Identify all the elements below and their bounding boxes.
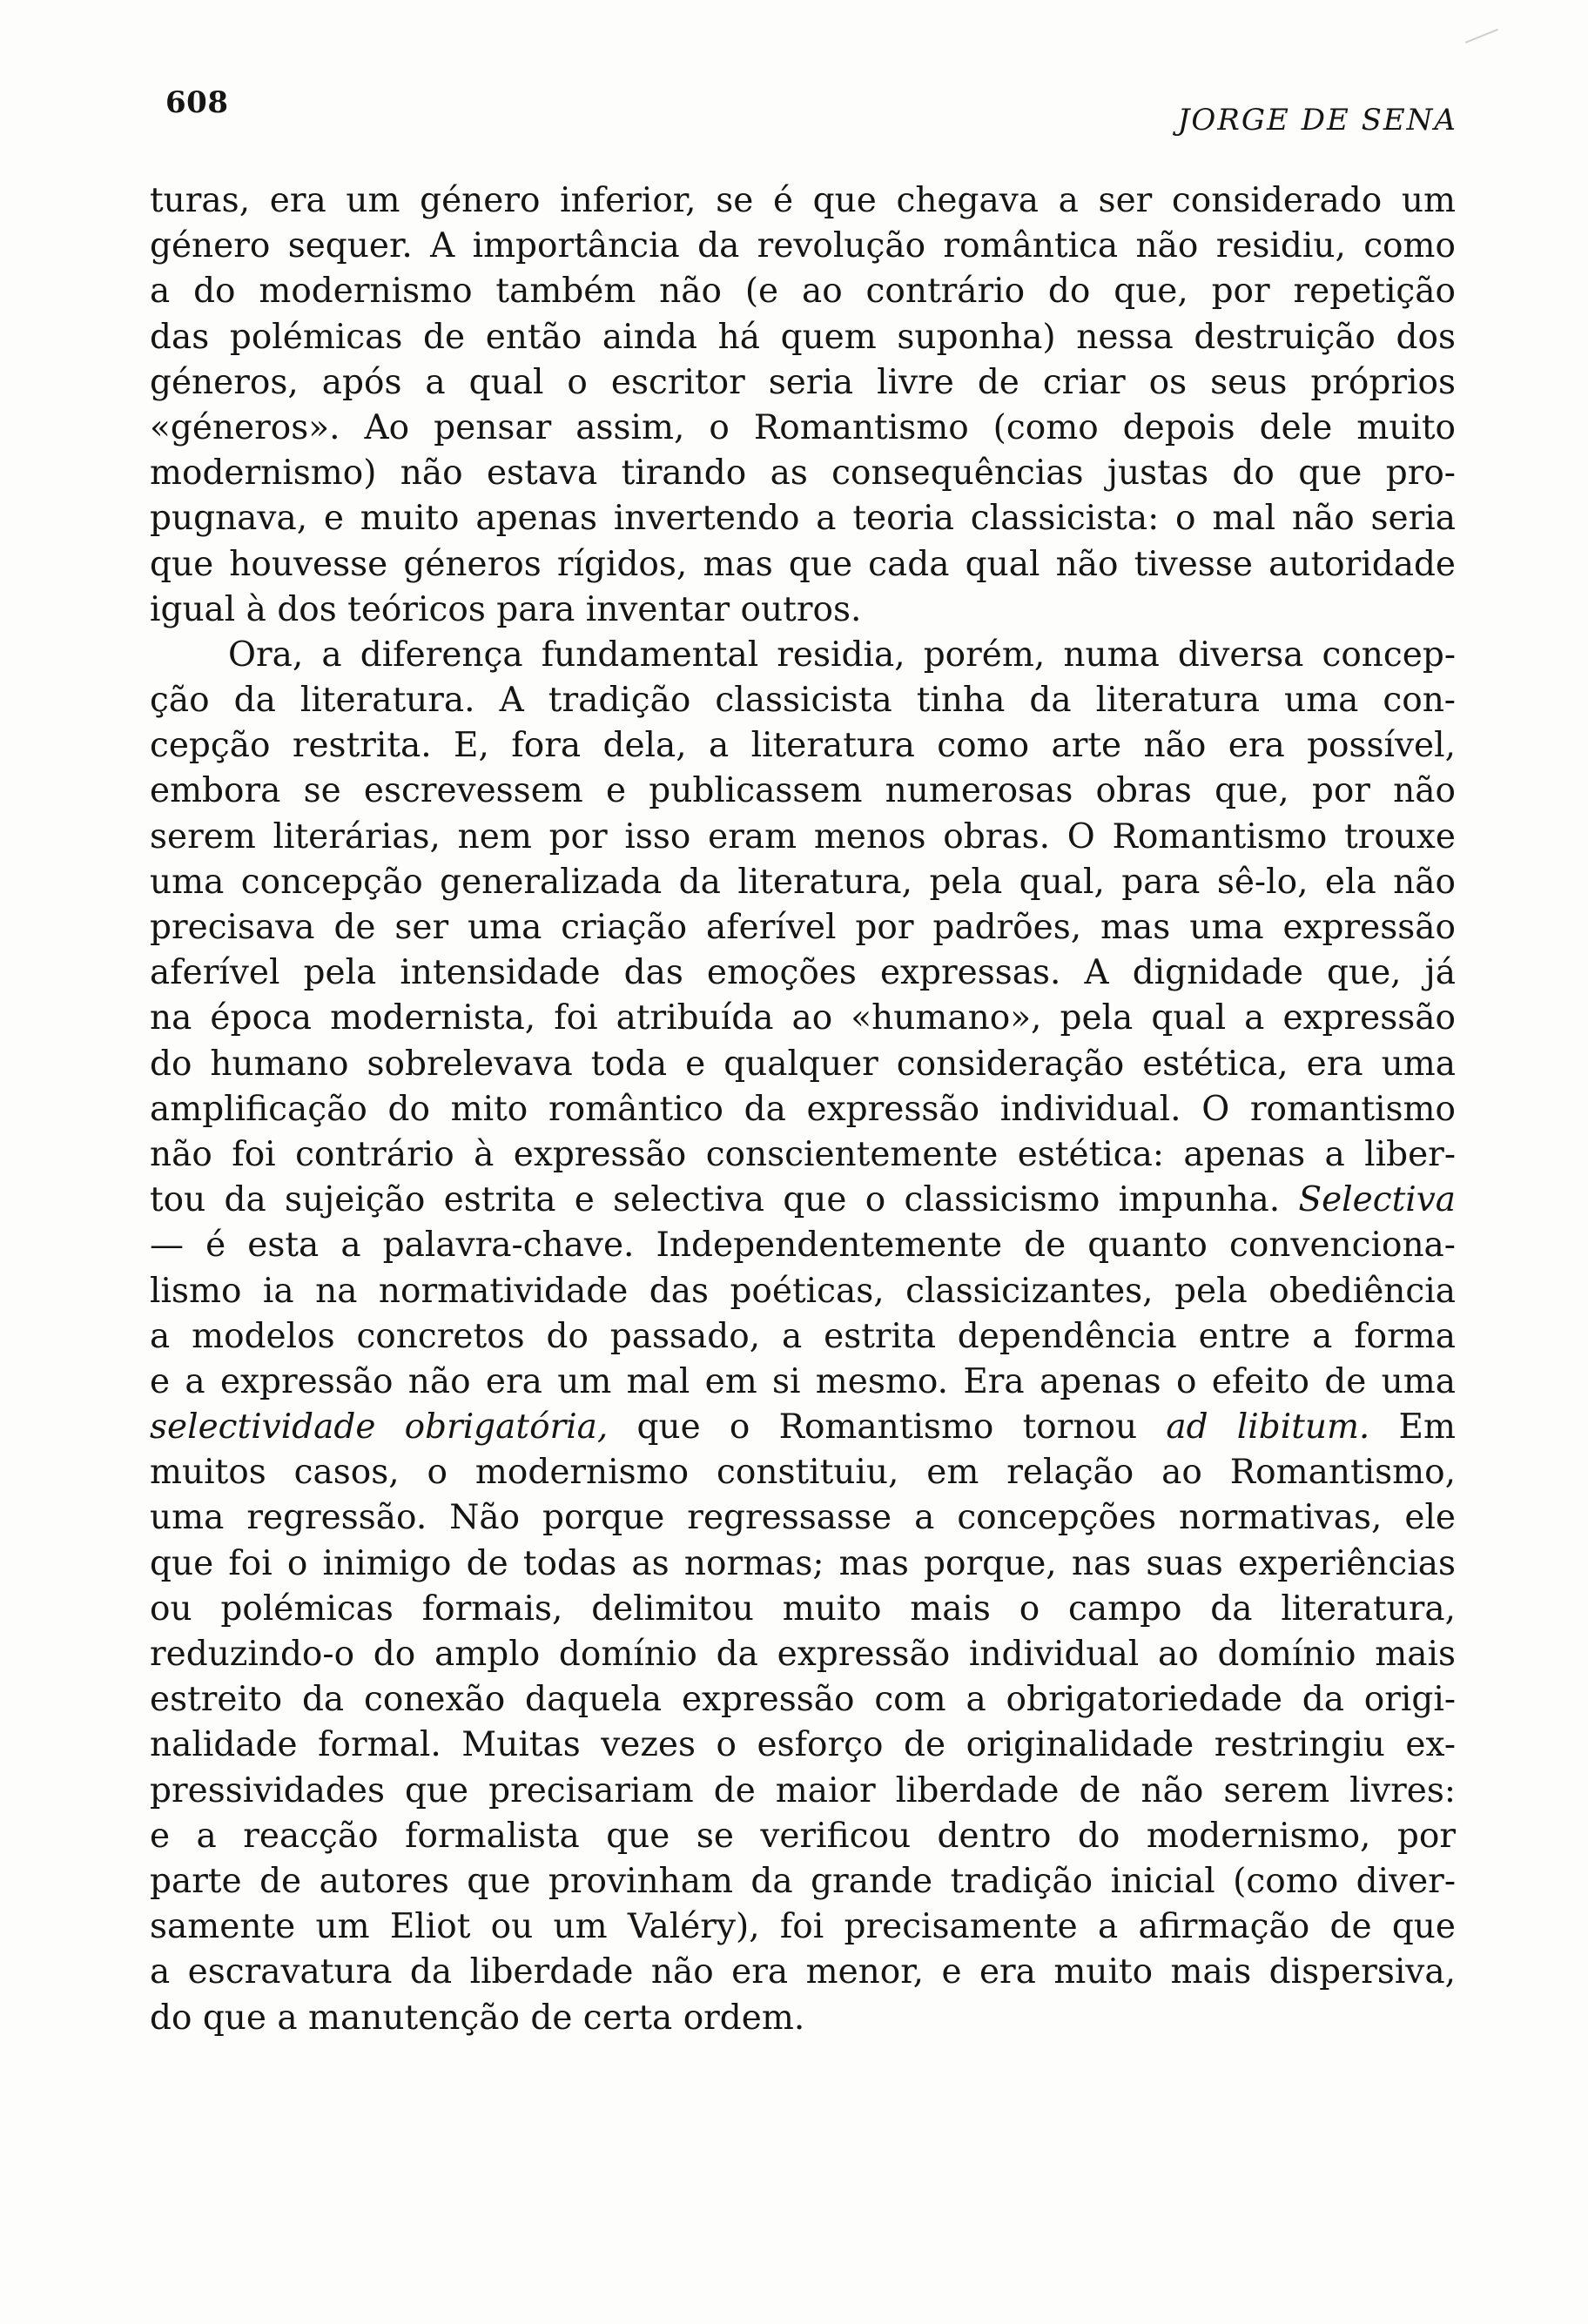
text-line	[150, 1178, 1456, 1223]
running-head: JORGE DE SENA	[1177, 103, 1457, 138]
italic-text: selectividade obrigatória,	[150, 1407, 609, 1447]
text-line: igual à dos teóricos para inventar outros.	[150, 589, 862, 629]
text-segment: Em	[1369, 1407, 1456, 1447]
text-segment: que o Romantismo tornou	[608, 1407, 1167, 1447]
text-line: amplificação do mito romântico da expressão individual. O romantismo	[150, 1089, 1456, 1129]
text-line: nalidade formal. Muitas vezes o esforço de originalidade restringiu ex-	[150, 1725, 1456, 1765]
text-line: samente um Eliot ou um Valéry), foi precisamente a afirmação de que	[150, 1907, 1456, 1947]
text-line: ção da literatura. A tradição classicista tinha da literatura uma con-	[150, 681, 1456, 721]
scan-mark	[1465, 29, 1502, 53]
text-line: na época modernista, foi atribuída ao «humano», pela qual a expressão	[150, 998, 1456, 1038]
paragraph	[150, 178, 1456, 633]
body-text	[150, 178, 1456, 2041]
text-line: reduzindo-o do amplo domínio da expressão individual ao domínio mais	[150, 1635, 1456, 1674]
text-line: «géneros». Ao pensar assim, o Romantismo (como depois dele muito	[150, 407, 1456, 447]
text-line: uma regressão. Não porque regressasse a concepções normativas, ele	[150, 1498, 1456, 1538]
text-line: pressividades que precisariam de maior liberdade de não serem livres:	[150, 1770, 1456, 1810]
text-line	[150, 1405, 1456, 1450]
text-line: parte de autores que provinham da grande tradição inicial (como diver-	[150, 1861, 1456, 1901]
text-line: género sequer. A importância da revolução romântica não residiu, como	[150, 226, 1456, 266]
text-line: — é esta a palavra-chave. Independentemente de quanto convenciona-	[150, 1226, 1456, 1266]
text-line: do humano sobrelevava toda e qualquer consideração estética, era uma	[150, 1044, 1456, 1084]
text-line: e a expressão não era um mal em si mesmo. Era apenas o efeito de uma	[150, 1361, 1456, 1401]
text-line: e a reacção formalista que se verificou dentro do modernismo, por	[150, 1816, 1456, 1856]
text-line: estreito da conexão daquela expressão com a obrigatoriedade da origi-	[150, 1680, 1456, 1720]
text-line: Ora, a diferença fundamental residia, porém, numa diversa concep-	[228, 635, 1456, 675]
paragraph	[150, 633, 1456, 2041]
text-line: a modelos concretos do passado, a estrita dependência entre a forma	[150, 1316, 1456, 1356]
text-line: aferível pela intensidade das emoções expressas. A dignidade que, já	[150, 953, 1456, 993]
text-line: a do modernismo também não (e ao contrário do que, por repetição	[150, 272, 1456, 312]
text-line: que foi o inimigo de todas as normas; mas porque, nas suas experiências	[150, 1543, 1456, 1583]
text-line: lismo ia na normatividade das poéticas, classicizantes, pela obediência	[150, 1271, 1456, 1311]
text-line: muitos casos, o modernismo constituiu, em relação ao Romantismo,	[150, 1453, 1456, 1493]
text-line: que houvesse géneros rígidos, mas que cada qual não tivesse autoridade	[150, 544, 1456, 584]
italic-text: Selectiva	[1298, 1180, 1456, 1220]
text-segment: tou da sujeição estrita e selectiva que o classicismo impunha.	[150, 1180, 1299, 1220]
page-number: 608	[165, 85, 229, 120]
text-line: a escravatura da liberdade não era menor, e era muito mais dispersiva,	[150, 1952, 1456, 1992]
text-line: do que a manutenção de certa ordem.	[150, 1998, 805, 2038]
text-line: turas, era um género inferior, se é que chegava a ser considerado um	[150, 181, 1456, 220]
text-line: modernismo) não estava tirando as consequências justas do que pro-	[150, 453, 1456, 494]
text-line: embora se escrevessem e publicassem numerosas obras que, por não	[150, 771, 1456, 811]
text-line: pugnava, e muito apenas invertendo a teoria classicista: o mal não seria	[150, 499, 1456, 539]
text-line: serem literárias, nem por isso eram menos obras. O Romantismo trouxe	[150, 816, 1456, 856]
italic-text: ad libitum.	[1166, 1407, 1370, 1447]
text-line: géneros, após a qual o escritor seria livre de criar os seus próprios	[150, 362, 1456, 402]
text-line: das polémicas de então ainda há quem suponha) nessa destruição dos	[150, 317, 1456, 357]
text-line: ou polémicas formais, delimitou muito mais o campo da literatura,	[150, 1589, 1456, 1629]
text-line: uma concepção generalizada da literatura, pela qual, para sê-lo, ela não	[150, 862, 1456, 902]
text-line: cepção restrita. E, fora dela, a literatura como arte não era possível,	[150, 726, 1456, 766]
text-line: precisava de ser uma criação aferível por padrões, mas uma expressão	[150, 908, 1456, 947]
text-line: não foi contrário à expressão conscientemente estética: apenas a liber-	[150, 1134, 1456, 1174]
